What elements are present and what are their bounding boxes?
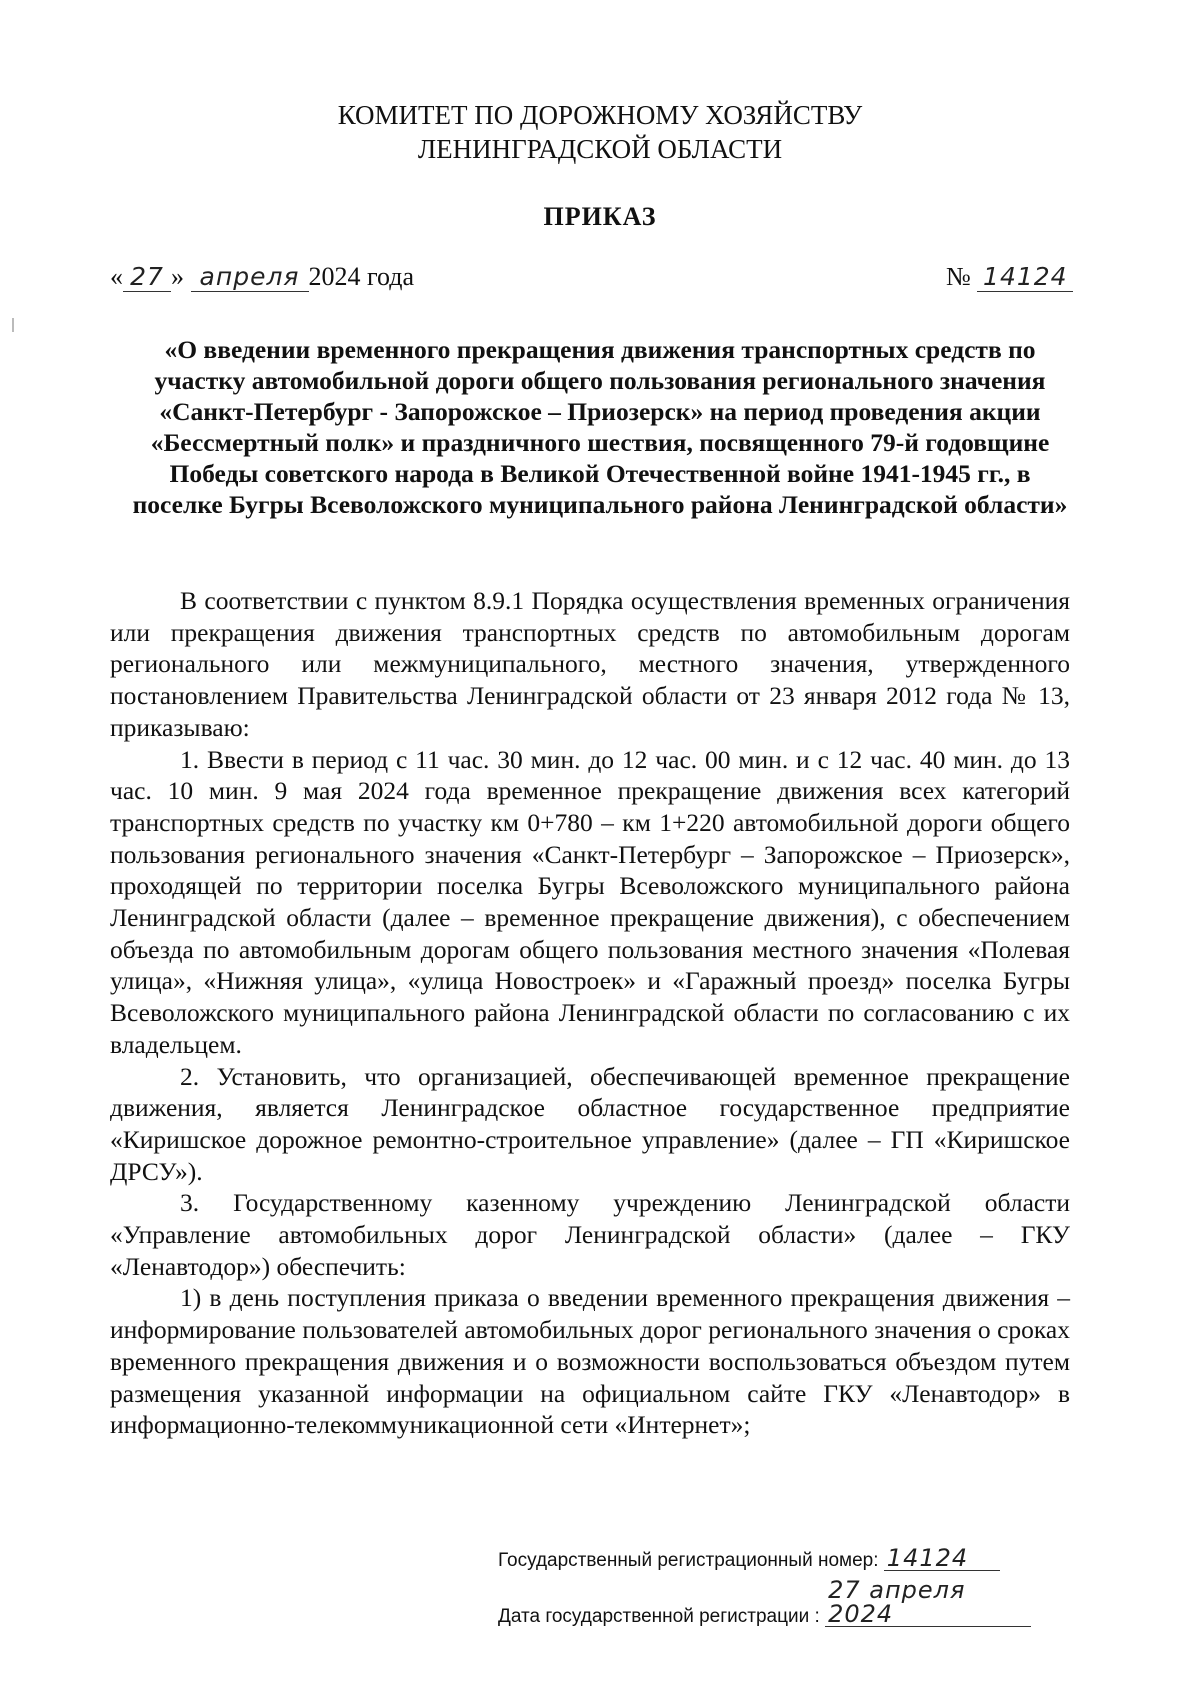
order-number <box>946 262 1073 292</box>
registration-date-label: Дата государственной регистрации : <box>498 1606 820 1627</box>
date-open-quote: « <box>110 262 123 291</box>
body-item-3: 3. Государственному казенному учреждению Ленинградской области «Управление автомобильных дорог Ленинградской области» (далее – ГКУ «Ленавтодор») обеспечить: <box>110 1188 1070 1281</box>
order-subject-title: «О введении временного прекращения движения транспортных средств по участку автомобильной дороги общего пользования регионального значения «Санкт-Петербург - Запорожское – Приозерск» на период проведения акции «Бессмертный полк» и праздничного шествия, посвященного 79-й годовщине Победы советского народа в Великой Отечественной войне 1941-1945 гг., в поселке Бугры Всеволожского муниципального района Ленинградской области» <box>132 335 1068 519</box>
date-year: 2024 года <box>308 262 415 291</box>
registration-number-value: 14124 <box>884 1546 1000 1571</box>
order-date <box>110 262 414 292</box>
date-close-quote: » <box>171 262 184 291</box>
number-sign: № <box>946 262 971 291</box>
registration-date-value: 27 апреля 2024 <box>825 1578 1031 1627</box>
registration-number-stamp <box>498 1546 1000 1572</box>
body-preamble: В соответствии с пунктом 8.9.1 Порядка осуществления временных ограничения или прекращения движения транспортных средств по автомобильным дорогам регионального или межмуниципального, местного значения, утвержденного постановлением Правительства Ленинградской области от 23 января 2012 года № 13, приказываю: <box>110 586 1070 742</box>
org-name-line-1: КОМИТЕТ ПО ДОРОЖНОМУ ХОЗЯЙСТВУ <box>337 100 863 130</box>
body-item-3-subitem-1: 1) в день поступления приказа о введении временного прекращения движения – информирование пользователей автомобильных дорог регионального значения о сроках временного прекращения движения и о возможности воспользоваться объездом путем размещения указанной информации на официальном сайте ГКУ «Ленавтодор» в информационно-телекоммуникационной сети «Интернет»; <box>110 1283 1070 1440</box>
handwritten-order-number: 14124 <box>977 263 1073 292</box>
body-item-1: 1. Ввести в период с 11 час. 30 мин. до 12 час. 00 мин. и с 12 час. 40 мин. до 13 час. 10 мин. 9 мая 2024 года временное прекращение движения всех категорий транспортных средств по участку км 0+780 – км 1+220 автомобильной дороги общего пользования регионального значения «Санкт-Петербург – Запорожское – Приозерск», проходящей по территории поселка Бугры Всеволожского муниципального района Ленинградской области (далее – временное прекращение движения), с обеспечением объезда по автомобильным дорогам общего пользования местного значения «Полевая улица», «Нижняя улица», «улица Новостроек» и «Гаражный проезд» поселка Бугры Всеволожского муниципального района Ленинградской области по согласованию с их владельцем. <box>110 744 1070 1059</box>
document-type-title: ПРИКАЗ <box>543 202 657 231</box>
handwritten-day: 27 <box>123 263 171 292</box>
handwritten-month: апреля <box>191 263 309 292</box>
body-item-2: 2. Установить, что организацией, обеспечивающей временное прекращение движения, является Ленинградское областное государственное предприятие «Киришское дорожное ремонтно-строительное управление» (далее – ГП «Киришское ДРСУ»). <box>110 1061 1070 1186</box>
order-body <box>110 585 1070 1441</box>
issuing-organization <box>0 98 1200 166</box>
registration-date-stamp <box>498 1578 1031 1628</box>
org-name-line-2: ЛЕНИНГРАДСКОЙ ОБЛАСТИ <box>417 134 783 164</box>
registration-number-label: Государственный регистрационный номер: <box>498 1550 879 1571</box>
scan-margin-mark <box>12 318 14 332</box>
